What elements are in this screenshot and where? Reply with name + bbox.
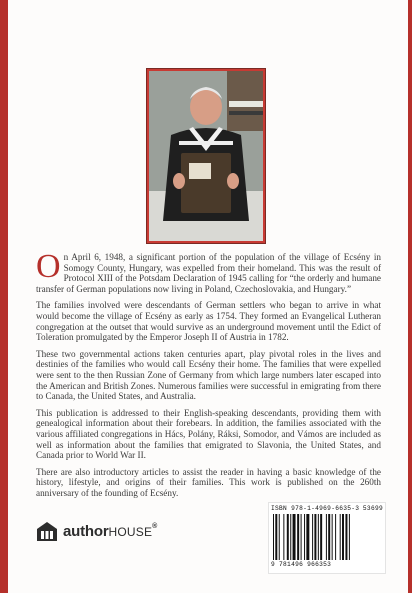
paragraph-1-text: n April 6, 1948, a significant portion of the population of the village of Ecsény in Somogy County, Hungary, was expelled from their homeland. This was the result of Protocol XIII of the Potsdam Declaration of 1945 calling for “the orderly and humane transfer of German populations now living in Poland, Czechoslovakia, and Hungary.” xyxy=(36,252,381,294)
paragraph-1 xyxy=(36,248,381,294)
publisher-house-icon xyxy=(36,520,58,542)
publisher-name-bold: author xyxy=(63,522,109,540)
author-photo-frame xyxy=(146,68,266,244)
author-photo xyxy=(149,71,263,241)
paragraph-4: This publication is addressed to their English-speaking descendants, providing them with genealogical information about their forebears. In addition, the families associated with the various affiliated congregations in Hács, Polány, Ráksi, Somodor, and Vámos are included as well as information about the families that emigrated to Slavonia, the United States, and Canada prior to World War II. xyxy=(36,407,381,461)
registered-mark: ® xyxy=(152,522,158,530)
publisher-name-house: HOUSE xyxy=(108,524,153,539)
publisher-logo xyxy=(36,520,157,542)
barcode-bars xyxy=(273,514,381,560)
author-photo-image xyxy=(149,71,263,241)
left-red-border xyxy=(0,0,8,593)
isbn-number: ISBN 978-1-4969-6635-3 xyxy=(271,505,360,512)
right-red-border xyxy=(408,0,412,593)
ean-number: 9 781496 966353 xyxy=(271,561,332,568)
description-text xyxy=(36,248,381,504)
drop-cap: O xyxy=(36,248,61,285)
paragraph-3: These two governmental actions taken centuries apart, play pivotal roles in the lives and destinies of the families who would call Ecsény their home. The families that were expelled were sent to the then Russian Zone of Germany from which large numbers later escaped into the American and British Zones. Numerous families were successful in emigrating from there to Canada, the United States, and Australia. xyxy=(36,348,381,402)
barcode xyxy=(268,502,386,574)
paragraph-5: There are also introductory articles to assist the reader in having a basic knowledge of the history, lifestyle, and origins of their families. This work is published on the 260th anniversary of the founding of Ecsény. xyxy=(36,466,381,498)
isbn-line xyxy=(271,505,383,512)
price-code: 53699 xyxy=(362,505,383,512)
paragraph-2: The families involved were descendants of German settlers who began to arrive in what would become the village of Ecsény as early as 1754. They formed an Evangelical Lutheran congregation at the outset that would survive as an underground movement until the Edict of Toleration promulgated by the Emperor Joseph II of Austria in 1782. xyxy=(36,300,381,343)
publisher-name xyxy=(63,523,157,540)
